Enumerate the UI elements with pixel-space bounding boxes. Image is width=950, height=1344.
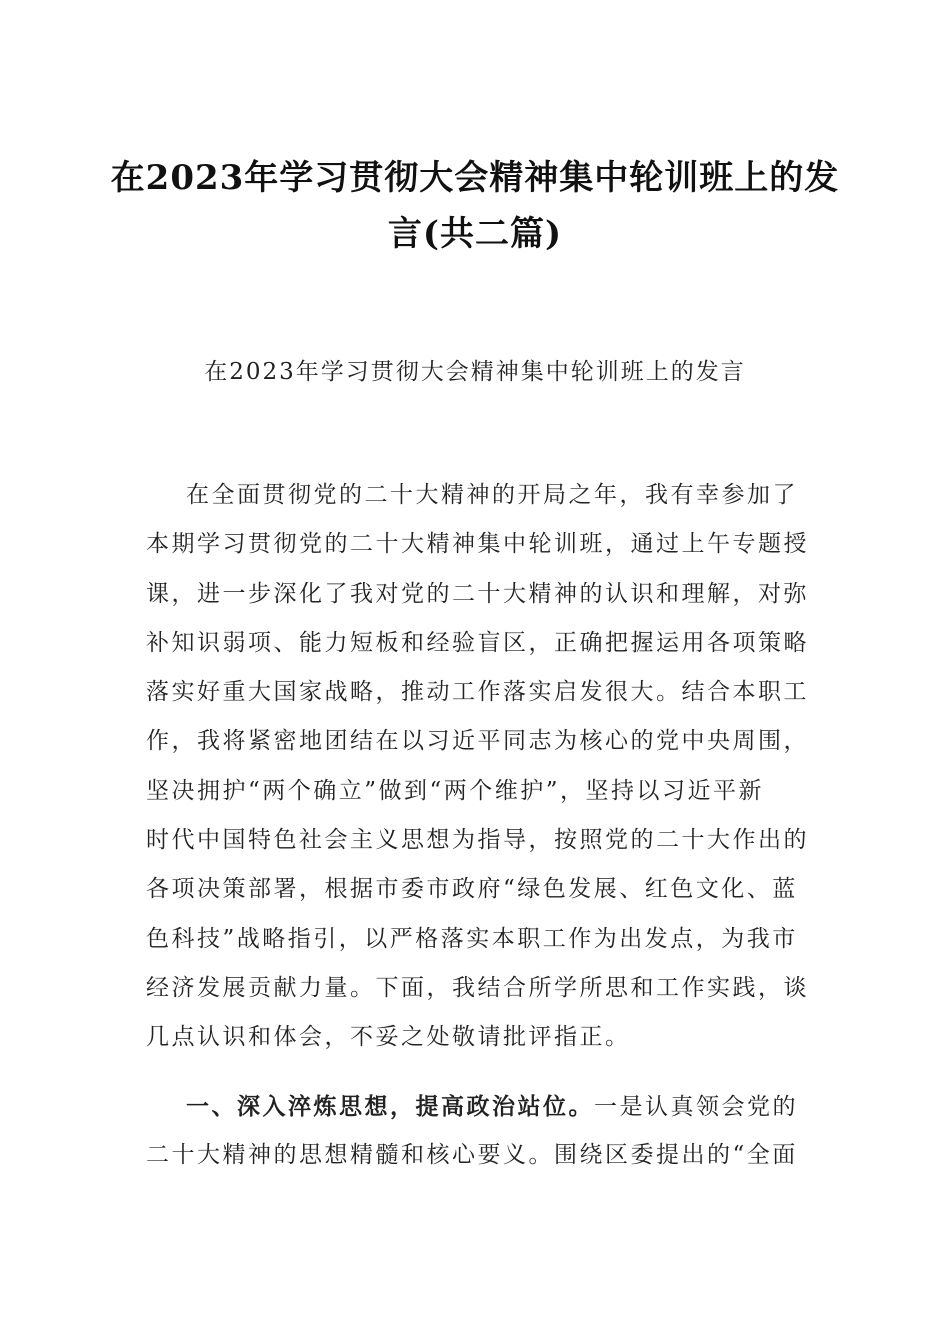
- text-line: [146, 1082, 806, 1131]
- title-line: 言(共二篇): [387, 214, 563, 254]
- text-line: 坚决拥护“两个确立”做到“两个维护”，坚持以习近平新: [146, 777, 765, 804]
- paragraph-intro: [146, 471, 809, 1063]
- text-line: 经济发展贡献力量。下面，我结合所学所思和工作实践，谈: [146, 974, 809, 1001]
- text-line: 课，进一步深化了我对党的二十大精神的认识和理解，对弥: [146, 580, 809, 607]
- document-title: [110, 150, 840, 262]
- text-line: 色科技”战略指引，以严格落实本职工作为出发点，为我市: [146, 925, 798, 952]
- section-heading: 一、深入淬炼思想，提高政治站位。: [186, 1093, 594, 1120]
- text-line: 在全面贯彻党的二十大精神的开局之年，我有幸参加了: [186, 482, 798, 508]
- text-line: 本期学习贯彻党的二十大精神集中轮训班，通过上午专题授: [146, 531, 809, 558]
- text-line: 几点认识和体会，不妥之处敬请批评指正。: [146, 1024, 631, 1051]
- text-line: 落实好重大国家战略，推动工作落实启发很大。结合本职工: [146, 679, 809, 706]
- text-line: 二十大精神的思想精髓和核心要义。围绕区委提出的“全面: [146, 1142, 798, 1169]
- section-text: 一是认真领会党的: [594, 1094, 798, 1120]
- text-line: 补知识弱项、能力短板和经验盲区，正确把握运用各项策略: [146, 629, 809, 656]
- document-subtitle: 在2023年学习贯彻大会精神集中轮训班上的发言: [204, 359, 746, 385]
- text-line: 时代中国特色社会主义思想为指导，按照党的二十大作出的: [146, 827, 809, 854]
- paragraph-section-one: [146, 1082, 806, 1181]
- text-line: 各项决策部署，根据市委市政府“绿色发展、红色文化、蓝: [146, 876, 798, 903]
- text-line: 作，我将紧密地团结在以习近平同志为核心的党中央周围，: [146, 728, 809, 755]
- title-line: 在2023年学习贯彻大会精神集中轮训班上的发: [110, 158, 840, 198]
